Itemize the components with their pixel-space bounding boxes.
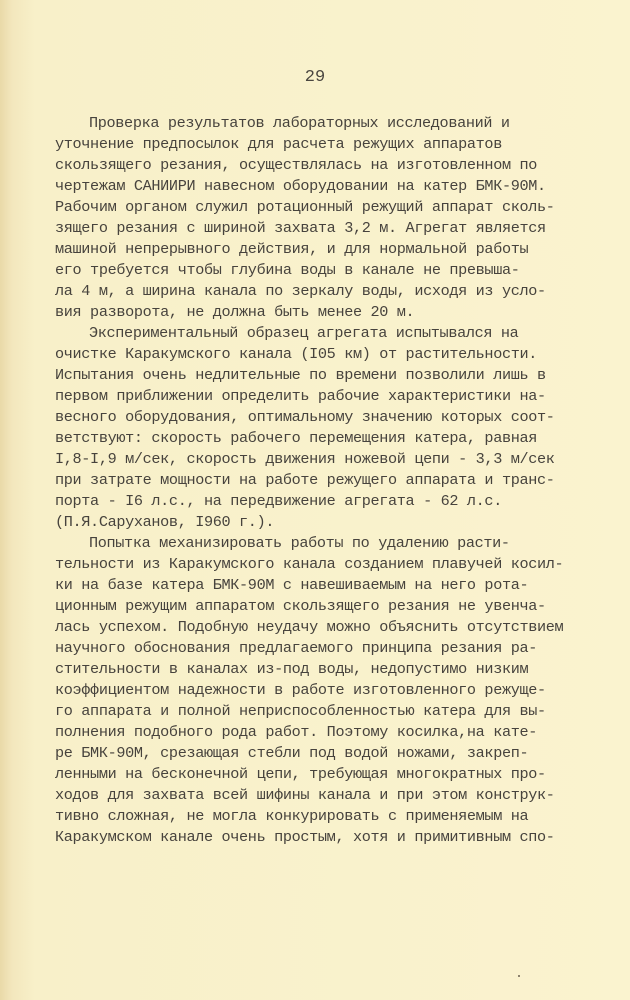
text-line: го аппарата и полной неприспособленностью катера для вы- [55,702,546,720]
text-line: Экспериментальный образец агрегата испытывался на [89,324,519,342]
text-line: уточнение предпосылок для расчета режущих аппаратов [55,135,502,153]
text-line: машиной непрерывного действия, и для нормальной работы [55,240,529,258]
text-line: тивно сложная, не могла конкурировать с применяемым на [55,807,529,825]
text-line: его требуется чтобы глубина воды в канале не превыша- [55,261,520,279]
text-line: порта - I6 л.с., на передвижение агрегата - 62 л.с. [55,492,502,510]
text-line: вия разворота, не должна быть менее 20 м. [55,303,415,321]
text-line: ходов для захвата всей шифины канала и при этом конструк- [55,786,555,804]
page-number: 29 [304,68,326,87]
text-line: чертежам САНИИРИ навесном оборудовании на катер БМК-90М. [55,177,546,195]
paragraph [55,533,595,848]
paragraph [55,113,595,323]
text-line: тельности из Каракумского канала созданием плавучей косил- [55,555,564,573]
text-line: ла 4 м, а ширина канала по зеркалу воды, исходя из усло- [55,282,546,300]
text-line: научного обоснования предлагаемого принципа резания ра- [55,639,538,657]
paragraph [55,323,595,533]
body-text [55,113,595,848]
text-line: ленными на бесконечной цепи, требующая многократных про- [55,765,546,783]
text-line: очистке Каракумского канала (I05 км) от растительности. [55,345,538,363]
text-line: Каракумском канале очень простым, хотя и примитивным спо- [55,828,555,846]
text-line: весного оборудования, оптимальному значению которых соот- [55,408,555,426]
text-line: полнения подобного рода работ. Поэтому косилка,на кате- [55,723,538,741]
text-line: Испытания очень недлительные по времени позволили лишь в [55,366,546,384]
text-line: скользящего резания, осуществлялась на изготовленном по [55,156,538,174]
text-line: Проверка результатов лабораторных исследований и [89,114,510,132]
text-line: зящего резания с шириной захвата 3,2 м. Агрегат является [55,219,546,237]
text-line: лась успехом. Подобную неудачу можно объяснить отсутствием [55,618,564,636]
text-line: стительности в каналах из-под воды, недопустимо низким [55,660,529,678]
text-line: Попытка механизировать работы по удалению расти- [89,534,510,552]
text-line: (П.Я.Саруханов, I960 г.). [55,513,275,531]
text-line: коэффициентом надежности в работе изготовленного режуще- [55,681,546,699]
text-line: Рабочим органом служил ротационный режущий аппарат сколь- [55,198,555,216]
paper-speck [518,975,520,977]
text-line: ре БМК-90М, срезающая стебли под водой ножами, закреп- [55,744,529,762]
text-line: первом приближении определить рабочие характеристики на- [55,387,546,405]
text-line: ционным режущим аппаратом скользящего резания не увенча- [55,597,546,615]
text-line: I,8-I,9 м/сек, скорость движения ножевой цепи - 3,3 м/сек [55,450,555,468]
text-line: ветствуют: скорость рабочего перемещения катера, равная [55,429,538,447]
text-line: при затрате мощности на работе режущего аппарата и транс- [55,471,555,489]
text-line: ки на базе катера БМК-90М с навешиваемым на него рота- [55,576,529,594]
